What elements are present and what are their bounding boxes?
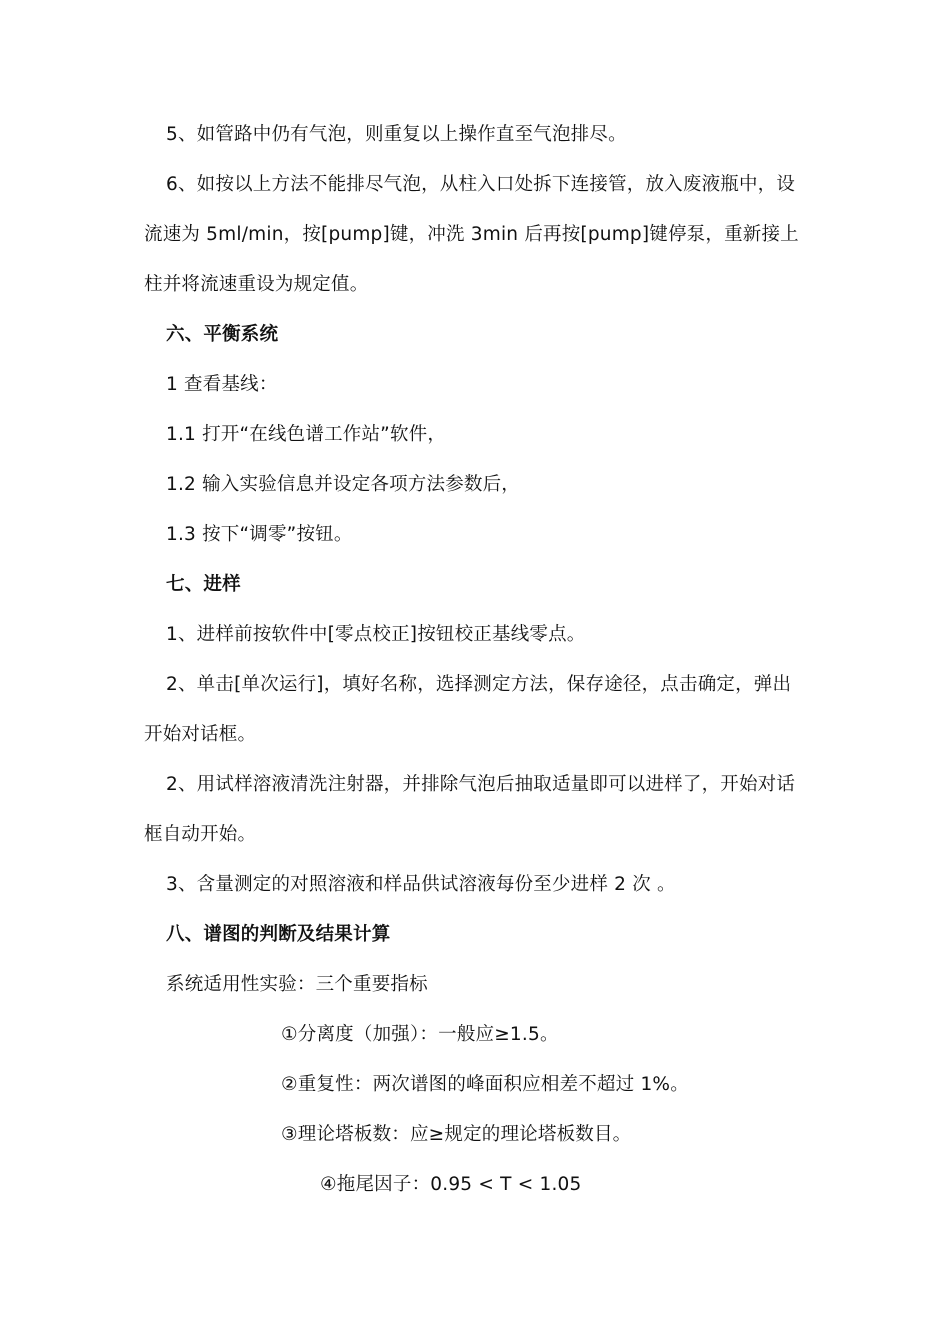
- step-5-text: 5、如管路中仍有气泡，则重复以上操作直至气泡排尽。: [166, 124, 627, 145]
- step-6-text-line-2: 流速为 5ml/min，按[pump]键，冲洗 3min 后再按[pump]键停泵，重新接上: [144, 224, 799, 245]
- substep-1-2-text: 1.2 输入实验信息并设定各项方法参数后，: [166, 474, 521, 495]
- injection-step-2-text-line-2: 开始对话框。: [144, 724, 257, 745]
- injection-step-2b-text-line-1: 2、用试样溶液清洗注射器，并排除气泡后抽取适量即可以进样了，开始对话: [166, 774, 796, 795]
- indicator-resolution-text: ①分离度（加强）：一般应≥1.5。: [281, 1024, 559, 1045]
- step-6-text-line-1: 6、如按以上方法不能排尽气泡，从柱入口处拆下连接管，放入废液瓶中，设: [166, 174, 796, 195]
- injection-step-2-text-line-1: 2、单击[单次运行]，填好名称，选择测定方法，保存途径，点击确定，弹出: [166, 674, 792, 695]
- section-heading-balance-system: 六、平衡系统: [166, 324, 279, 345]
- section-heading-injection: 七、进样: [166, 574, 241, 595]
- substep-1-3-text: 1.3 按下“调零”按钮。: [166, 524, 353, 545]
- indicator-theoretical-plates-text: ③理论塔板数：应≥规定的理论塔板数目。: [281, 1124, 632, 1145]
- indicator-repeatability-text: ②重复性：两次谱图的峰面积应相差不超过 1%。: [281, 1074, 689, 1095]
- system-suitability-text: 系统适用性实验：三个重要指标: [166, 974, 428, 995]
- injection-step-2b-text-line-2: 框自动开始。: [144, 824, 257, 845]
- check-baseline-text: 1 查看基线：: [166, 374, 278, 395]
- injection-step-1-text: 1、进样前按软件中[零点校正]按钮校正基线零点。: [166, 624, 586, 645]
- step-6-text-line-3: 柱并将流速重设为规定值。: [144, 274, 369, 295]
- injection-step-3-text: 3、含量测定的对照溶液和样品供试溶液每份至少进样 2 次 。: [166, 874, 676, 895]
- substep-1-1-text: 1.1 打开“在线色谱工作站”软件，: [166, 424, 447, 445]
- section-heading-chromatogram-judgment: 八、谱图的判断及结果计算: [166, 924, 391, 945]
- indicator-tailing-factor-text: ④拖尾因子：0.95 < T < 1.05: [320, 1174, 582, 1195]
